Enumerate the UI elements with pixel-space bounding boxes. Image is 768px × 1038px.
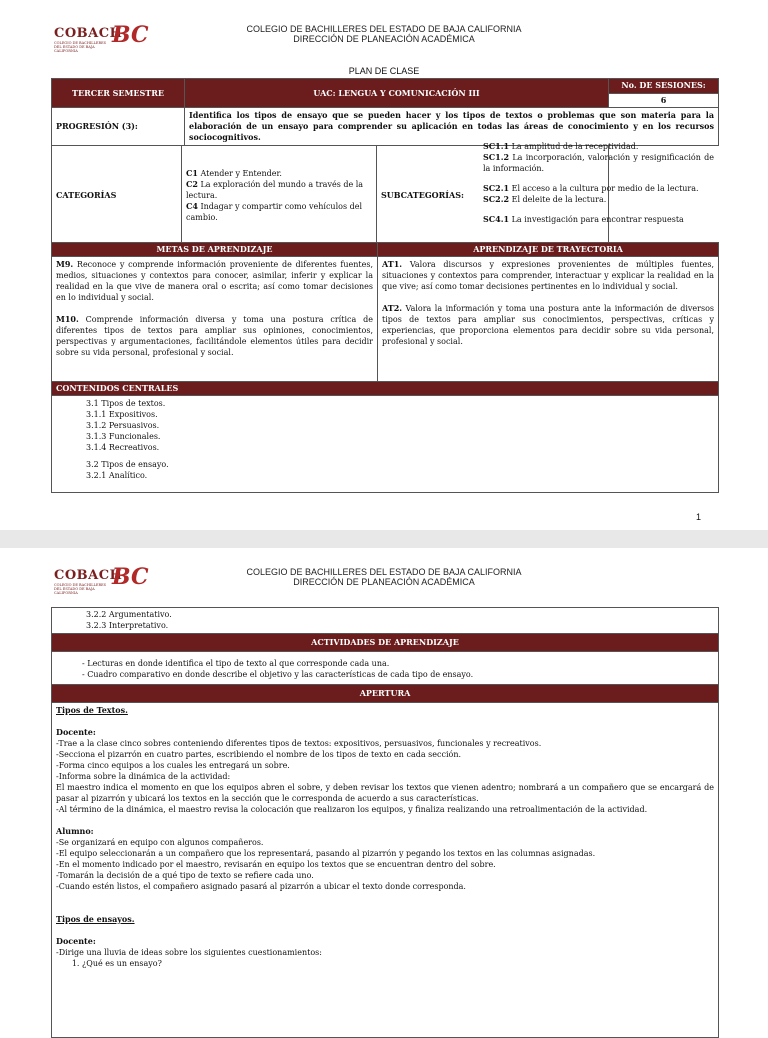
subcat-text: La incorporación, valoración y resignificación de la información. bbox=[483, 153, 714, 173]
categorias-label: CATEGORÍAS bbox=[52, 146, 182, 246]
subcat-code: SC1.1 bbox=[483, 141, 510, 151]
cat-text: Indagar y compartir como vehículos del cambio. bbox=[186, 202, 363, 222]
alumno-label: Alumno: bbox=[56, 826, 94, 836]
docente-line: -Informa sobre la dinámica de la actividad: bbox=[56, 772, 231, 781]
contenido-item: 3.1.4 Recreativos. bbox=[86, 443, 160, 452]
actividades-cell bbox=[52, 652, 719, 685]
metas-table bbox=[51, 242, 719, 493]
cat-text: Atender y Entender. bbox=[197, 169, 282, 178]
contenidos-cont-cell bbox=[52, 608, 719, 634]
semestre-cell: TERCER SEMESTRE bbox=[52, 79, 185, 108]
subcat-code: SC1.2 bbox=[483, 152, 510, 162]
contenido-item: 3.1.1 Expositivos. bbox=[86, 410, 158, 419]
meta-text: Reconoce y comprende información proveniente de diferentes fuentes, medios, situaciones y contextos para conocer, asimilar, inferir y explicar la realidad en la que vive de manera oral o escrita; así como tomar decisiones en lo individual y social. bbox=[56, 260, 373, 302]
alumno-line: -Se organizará en equipo con algunos compañeros. bbox=[56, 838, 264, 847]
subcat-text: El deleite de la lectura. bbox=[509, 195, 607, 204]
meta-code: M10. bbox=[56, 314, 79, 324]
logo-subtitle: COLEGIO DE BACHILLERES DEL ESTADO DE BAJA CALIFORNIA bbox=[54, 41, 107, 53]
page-2 bbox=[0, 548, 768, 1024]
subcat-code: SC2.2 bbox=[483, 194, 510, 204]
contenido-item: 3.2.1 Analítico. bbox=[86, 471, 148, 480]
cat-code: C1 bbox=[186, 168, 198, 178]
header-line-1: COLEGIO DE BACHILLERES DEL ESTADO DE BAJA CALIFORNIA bbox=[246, 24, 522, 34]
question-item: 1. ¿Qué es un ensayo? bbox=[82, 958, 714, 969]
at-text: Valora discursos y expresiones provenientes de múltiples fuentes, situaciones y contextos para comprender, interactuar y explicar la realidad en la que vive; así como tomar decisiones pertinentes en lo individual y social. bbox=[382, 260, 714, 291]
contenido-item: 3.2 Tipos de ensayo. bbox=[86, 460, 169, 469]
logo-text: COBACH bbox=[54, 26, 123, 41]
contenido-item: 3.2.2 Argumentativo. bbox=[86, 610, 172, 619]
logo-mark: BC bbox=[112, 22, 149, 48]
subcategorias-list bbox=[483, 141, 714, 225]
categorias-list bbox=[182, 146, 377, 246]
apertura-cell bbox=[52, 703, 719, 1038]
cat-code: C2 bbox=[186, 179, 198, 189]
docente-line: -Forma cinco equipos a los cuales les entregará un sobre. bbox=[56, 761, 290, 770]
contenido-item: 3.1.2 Persuasivos. bbox=[86, 421, 160, 430]
meta-code: M9. bbox=[56, 259, 74, 269]
at-code: AT1. bbox=[382, 259, 403, 269]
trayectoria-cell bbox=[378, 257, 719, 382]
logo-text: COBACH bbox=[54, 568, 123, 583]
subcategorias-label-text: SUBCATEGORÍAS: bbox=[381, 190, 464, 200]
section-title: Tipos de Textos. bbox=[56, 705, 128, 715]
sesiones-label: No. DE SESIONES: bbox=[609, 79, 719, 94]
page-gap bbox=[0, 530, 768, 548]
docente-line: -Secciona el pizarrón en cuatro partes, escribiendo el nombre de los tipos de texto en cada sección. bbox=[56, 750, 462, 759]
subcat-text: El acceso a la cultura por medio de la lectura. bbox=[509, 184, 699, 193]
alumno-line: -El equipo seleccionarán a un compañero que los representará, pasando al pizarrón y pegando los textos en las columnas asignadas. bbox=[56, 849, 596, 858]
docente-line: -Al término de la dinámica, el maestro revisa la colocación que realizaron los equipos, y finaliza realizando una retroalimentación de la actividad. bbox=[56, 805, 648, 814]
sesiones-value: 6 bbox=[609, 93, 719, 108]
alumno-line: -Cuando estén listos, el compañero asignado pasará al pizarrón a ubicar el texto donde corresponda. bbox=[56, 882, 466, 891]
logo-subtitle: COLEGIO DE BACHILLERES DEL ESTADO DE BAJA CALIFORNIA bbox=[54, 583, 107, 595]
apertura-header: APERTURA bbox=[52, 685, 719, 703]
plan-title: PLAN DE CLASE bbox=[348, 66, 420, 76]
contenido-item: 3.1.3 Funcionales. bbox=[86, 432, 161, 441]
meta-text: Comprende información diversa y toma una postura crítica de diferentes tipos de textos para ampliar sus opiniones, conocimientos, perspectivas y argumentaciones, facilitándole elementos útiles para decidir sobre su vida personal, profesional y social. bbox=[56, 315, 373, 357]
section-title: Tipos de ensayos. bbox=[56, 914, 135, 924]
subcat-text: La investigación para encontrar respuesta bbox=[509, 215, 684, 224]
progresion-label: PROGRESIÓN (3): bbox=[52, 108, 185, 146]
contenidos-header: CONTENIDOS CENTRALES bbox=[52, 382, 719, 396]
cat-code: C4 bbox=[186, 201, 198, 211]
cat-text: La exploración del mundo a través de la lectura. bbox=[186, 180, 364, 200]
plan-table-continued bbox=[51, 607, 719, 1038]
docente-line: -Dirige una lluvia de ideas sobre los siguientes cuestionamientos: bbox=[56, 948, 322, 957]
logo-mark: BC bbox=[112, 564, 149, 590]
trayectoria-header: APRENDIZAJE DE TRAYECTORIA bbox=[378, 243, 719, 257]
contenidos-cell bbox=[52, 396, 719, 493]
actividad-item: - Cuadro comparativo en donde describe el objetivo y las características de cada tipo de ensayo. bbox=[96, 669, 714, 680]
subcat-code: SC2.1 bbox=[483, 183, 510, 193]
metas-cell bbox=[52, 257, 378, 382]
metas-header: METAS DE APRENDIZAJE bbox=[52, 243, 378, 257]
progresion-text: Identifica los tipos de ensayo que se pueden hacer y los tipos de textos o problemas que son materia para la elaboración de un ensayo para comprender su aplicación en todas las áreas de conocimiento y en los recursos sociocognitivos. bbox=[185, 108, 719, 146]
docente-label: Docente: bbox=[56, 936, 96, 946]
contenido-item: 3.1 Tipos de textos. bbox=[86, 399, 166, 408]
actividad-item: - Lecturas en donde identifica el tipo de texto al que corresponde cada una. bbox=[96, 658, 714, 669]
actividades-header: ACTIVIDADES DE APRENDIZAJE bbox=[52, 634, 719, 652]
docente-paragraph: El maestro indica el momento en que los equipos abren el sobre, y deben revisar los textos que vienen adentro; nombrará a un compañero que se encargará de pasar al pizarrón y ubicará los textos en la sección que le corresponda de acuerdo a sus características. bbox=[56, 783, 714, 803]
docente-label: Docente: bbox=[56, 727, 96, 737]
at-text: Valora la información y toma una postura ante la información de diversos tipos de textos para ampliar sus conocimientos, perspectivas, críticas y experiencias, que proporciona elementos para decidir sobre su vida personal, profesional y social. bbox=[382, 304, 714, 346]
header-line-1: COLEGIO DE BACHILLERES DEL ESTADO DE BAJA CALIFORNIA bbox=[246, 567, 522, 577]
subcat-code: SC4.1 bbox=[483, 214, 510, 224]
docente-line: -Trae a la clase cinco sobres conteniendo diferentes tipos de textos: expositivos, persuasivos, funcionales y recreativos. bbox=[56, 739, 542, 748]
header-line-2: DIRECCIÓN DE PLANEACIÓN ACADÉMICA bbox=[293, 577, 475, 587]
subcat-text: La amplitud de la receptividad. bbox=[509, 142, 639, 151]
header-line-2: DIRECCIÓN DE PLANEACIÓN ACADÉMICA bbox=[293, 34, 475, 44]
page-number: 1 bbox=[696, 512, 702, 522]
alumno-line: -En el momento indicado por el maestro, revisarán en equipo los textos que se encuentran dentro del sobre. bbox=[56, 860, 496, 869]
at-code: AT2. bbox=[382, 303, 403, 313]
alumno-line: -Tomarán la decisión de a qué tipo de texto se refiere cada uno. bbox=[56, 871, 314, 880]
contenido-item: 3.2.3 Interpretativo. bbox=[86, 621, 169, 630]
uac-cell: UAC: LENGUA Y COMUNICACIÓN III bbox=[185, 79, 609, 108]
